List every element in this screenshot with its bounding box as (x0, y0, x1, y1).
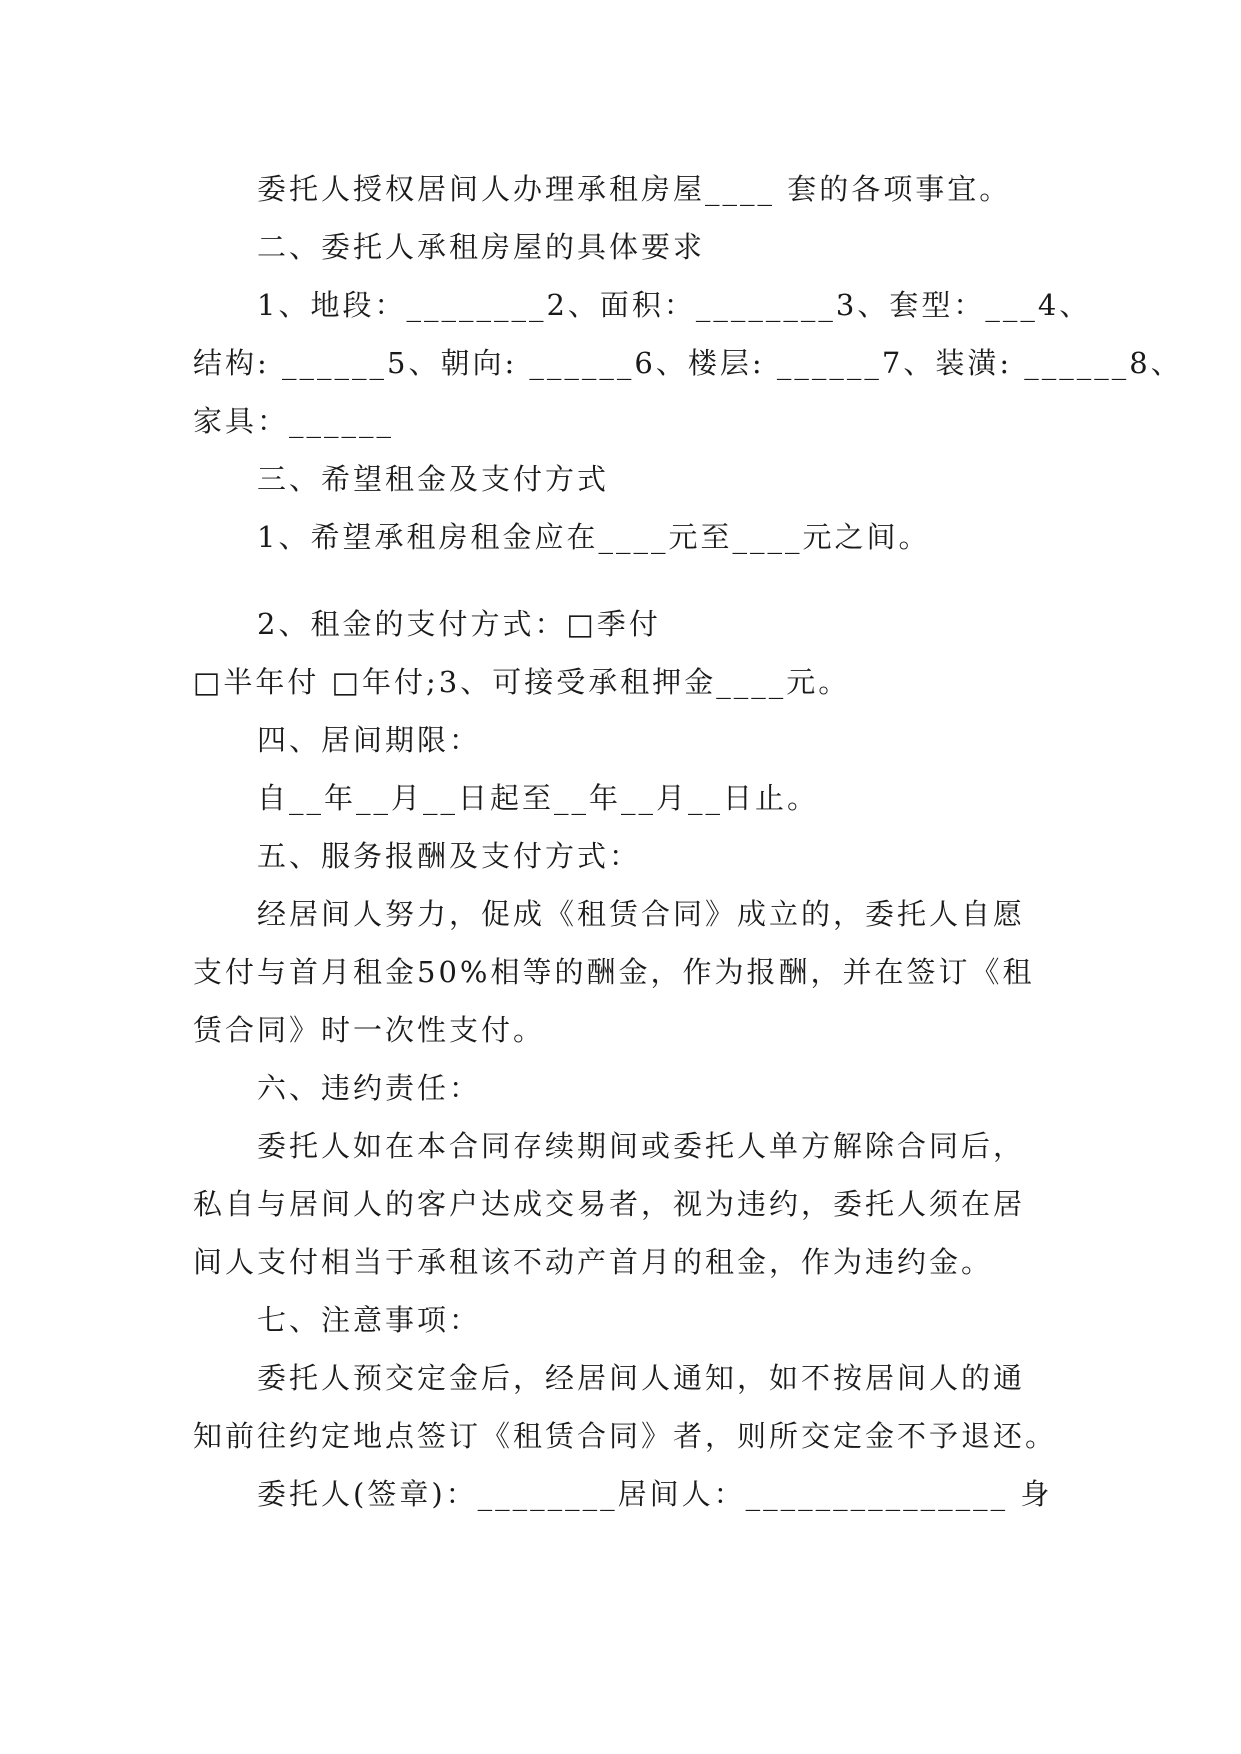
breach-line-2: 私自与居间人的客户达成交易者，视为违约，委托人须在居 (193, 1187, 1026, 1221)
remuneration-line-2: 支付与首月租金50%相等的酬金，作为报酬，并在签订《租 (193, 955, 1035, 989)
term-line: 自__年__月__日起至__年__月__日止。 (257, 781, 820, 815)
requirements-line-2: 结构: ______5、朝向: ______6、楼层: ______7、装潢: ______8、 (193, 346, 1183, 380)
heading-section-6: 六、违约责任： (257, 1071, 482, 1105)
spacer (193, 566, 1073, 595)
heading-section-3: 三、希望租金及支付方式 (257, 462, 610, 496)
payment-options-line: □半年付 □年付;3、可接受承租押金____元。 (193, 665, 851, 699)
remuneration-line-3: 赁合同》时一次性支付。 (193, 1013, 546, 1047)
breach-line-1: 委托人如在本合同存续期间或委托人单方解除合同后， (257, 1129, 1026, 1163)
payment-method-line: 2、租金的支付方式：□季付 (257, 607, 661, 641)
requirements-line-3: 家具：______ (193, 404, 395, 438)
notice-line-1: 委托人预交定金后，经居间人通知，如不按居间人的通 (257, 1361, 1026, 1395)
heading-section-5: 五、服务报酬及支付方式： (257, 839, 642, 873)
paragraph-authorization: 委托人授权居间人办理承租房屋____ 套的各项事宜。 (257, 172, 1012, 206)
signature-line: 委托人(签章)：________居间人：_______________ 身 (257, 1477, 1053, 1511)
remuneration-line-1: 经居间人努力，促成《租赁合同》成立的，委托人自愿 (257, 897, 1026, 931)
rent-range-line: 1、希望承租房租金应在____元至____元之间。 (257, 520, 931, 554)
heading-section-7: 七、注意事项： (257, 1303, 482, 1337)
document-body (193, 160, 1183, 1523)
requirements-line-1: 1、地段：________2、面积：________3、套型：___4、 (257, 288, 1092, 322)
heading-section-2: 二、委托人承租房屋的具体要求 (257, 230, 706, 264)
heading-section-4: 四、居间期限： (257, 723, 482, 757)
breach-line-3: 间人支付相当于承租该不动产首月的租金，作为违约金。 (193, 1245, 994, 1279)
notice-line-2: 知前往约定地点签订《租赁合同》者，则所交定金不予退还。 (193, 1419, 1058, 1453)
